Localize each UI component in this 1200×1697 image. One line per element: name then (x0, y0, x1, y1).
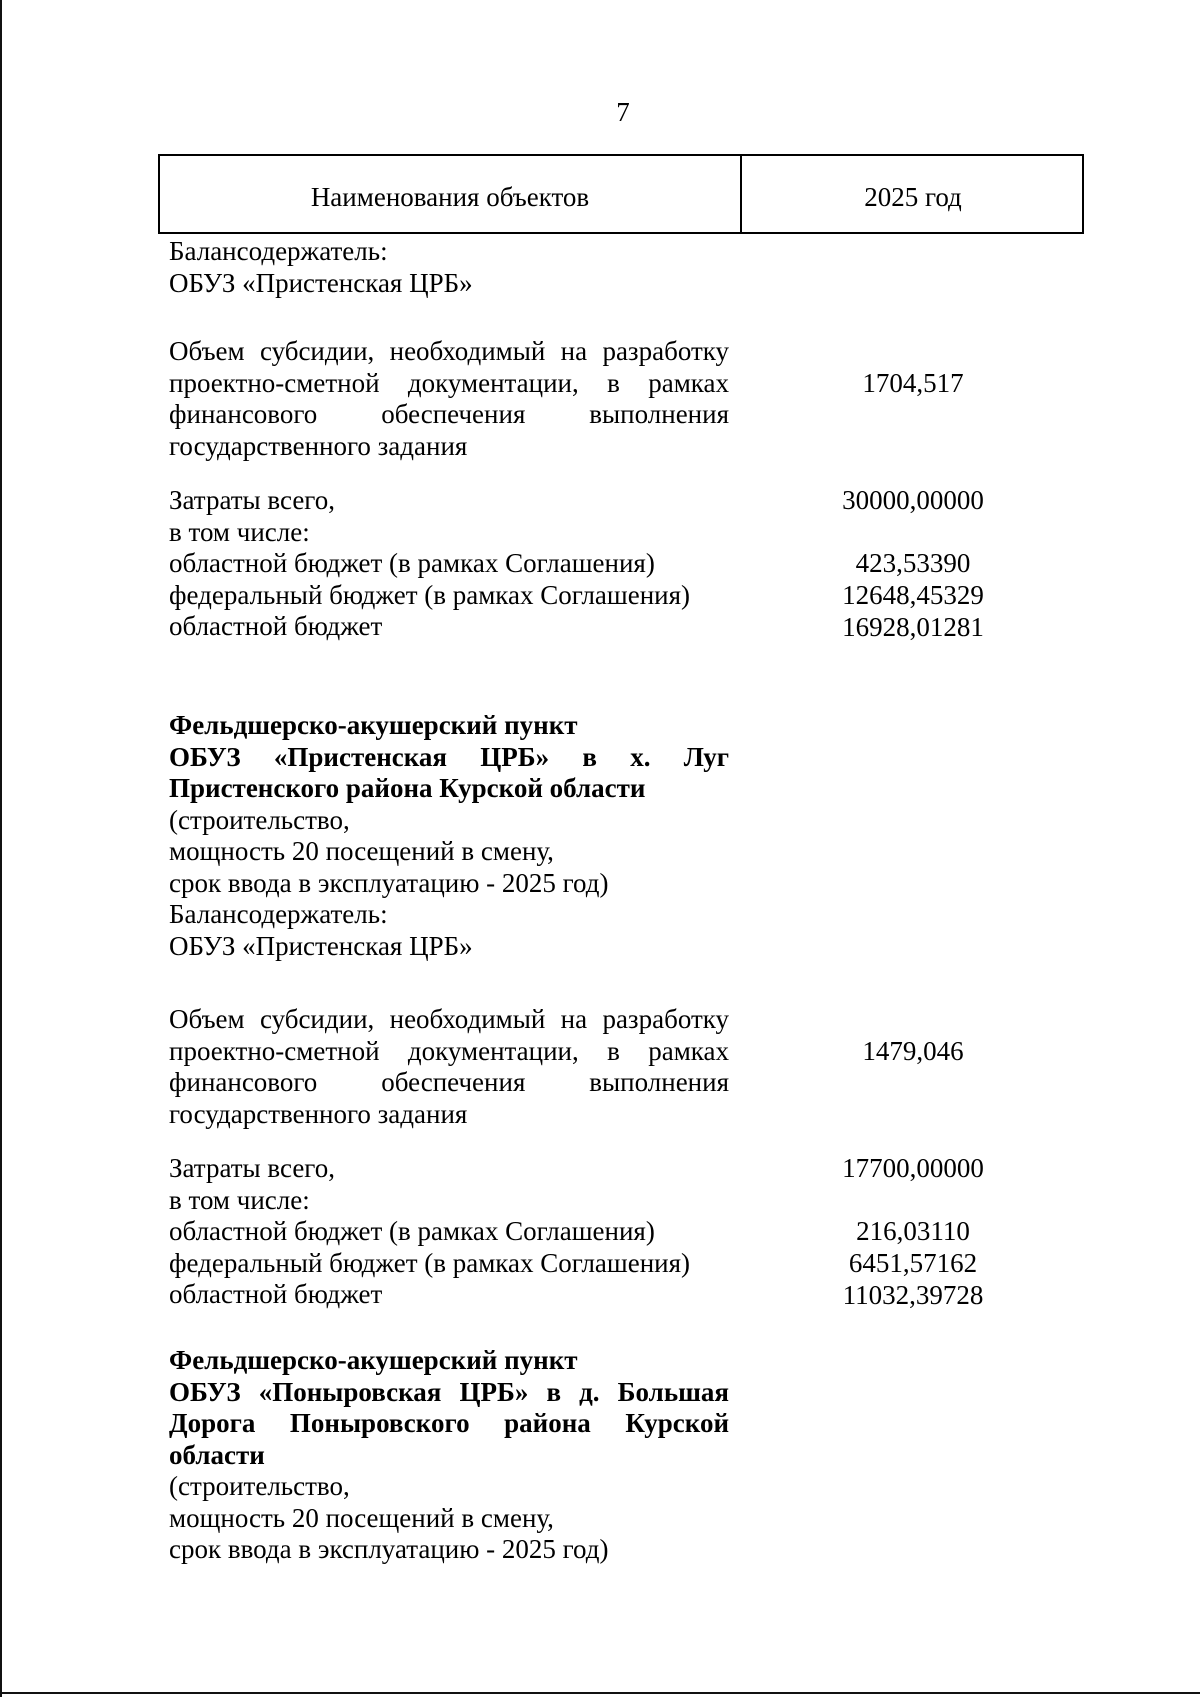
subsidy-line: проектно-сметной документации, в рамках (169, 1035, 729, 1066)
section-a-costs (169, 485, 729, 643)
section-b-subsidy-text (169, 1004, 729, 1130)
subsidy-value: 1479,046 (862, 1036, 964, 1066)
subsidy-line: финансового обеспечения выполнения (169, 1067, 729, 1097)
total-costs-value: 17700,00000 (842, 1153, 984, 1183)
object-detail-line: ОБУЗ «Пристенская ЦРБ» (169, 930, 473, 961)
including-label: в том числе: (169, 1184, 310, 1215)
regional-budget-value: 11032,39728 (842, 1280, 984, 1310)
total-costs-label: Затраты всего, (169, 485, 335, 515)
object-detail-line: мощность 20 посещений в смену, (169, 1502, 554, 1533)
federal-budget-agreement-label: федеральный бюджет (в рамках Соглашения) (169, 1247, 691, 1278)
subsidy-line: Объем субсидии, необходимый на разработку (169, 336, 729, 366)
object-detail-line: (строительство, (169, 1471, 350, 1501)
balance-holder-org: ОБУЗ «Пристенская ЦРБ» (169, 267, 473, 298)
regional-budget-agreement-label: областной бюджет (в рамках Соглашения) (169, 1216, 655, 1246)
section-a-balance-holder (169, 236, 729, 299)
total-costs-label: Затраты всего, (169, 1153, 335, 1183)
federal-budget-agreement-label: федеральный бюджет (в рамках Соглашения) (169, 579, 691, 610)
subsidy-line: государственного задания (169, 1098, 468, 1129)
balance-holder-label: Балансодержатель: (169, 236, 388, 266)
page-number: 7 (616, 97, 630, 127)
subsidy-line: государственного задания (169, 430, 468, 461)
subsidy-value: 1704,517 (862, 368, 964, 398)
federal-budget-agreement-value: 12648,45329 (842, 580, 984, 610)
header-col-year: 2025 год (864, 182, 962, 212)
including-label: в том числе: (169, 516, 310, 547)
object-detail-line: срок ввода в эксплуатацию - 2025 год) (169, 867, 609, 898)
subsidy-line: проектно-сметной документации, в рамках (169, 367, 729, 398)
table-header (158, 154, 1084, 234)
section-b-costs (169, 1153, 729, 1311)
scan-border-bottom (0, 1692, 1200, 1694)
regional-budget-agreement-label: областной бюджет (в рамках Соглашения) (169, 548, 655, 578)
subsidy-line: финансового обеспечения выполнения (169, 399, 729, 429)
object-detail-line: срок ввода в эксплуатацию - 2025 год) (169, 1534, 609, 1564)
regional-budget-label: областной бюджет (169, 1279, 383, 1309)
section-c-object (169, 1345, 729, 1566)
regional-budget-agreement-value: 216,03110 (856, 1216, 970, 1246)
section-b-object (169, 710, 729, 962)
object-title-line: Фельдшерско-акушерский пункт (169, 1345, 578, 1375)
section-a-subsidy-text (169, 336, 729, 462)
object-detail-line: (строительство, (169, 804, 350, 835)
federal-budget-agreement-value: 6451,57162 (848, 1248, 978, 1278)
object-detail-line: Балансодержатель: (169, 899, 388, 929)
object-title-line: ОБУЗ «Пристенская ЦРБ» в х. Луг (169, 741, 729, 772)
object-detail-line: мощность 20 посещений в смену, (169, 836, 554, 866)
total-costs-value: 30000,00000 (842, 485, 984, 515)
object-title-line: Дорога Поныровского района Курской (169, 1408, 729, 1438)
object-title-line: области (169, 1439, 265, 1470)
object-title-line: Фельдшерско-акушерский пункт (169, 710, 578, 740)
regional-budget-agreement-value: 423,53390 (855, 548, 971, 578)
header-col-object-names: Наименования объектов (310, 182, 590, 212)
regional-budget-value: 16928,01281 (842, 612, 984, 642)
regional-budget-label: областной бюджет (169, 611, 383, 641)
object-title-line: ОБУЗ «Поныровская ЦРБ» в д. Большая (169, 1376, 729, 1407)
scan-border-left (0, 0, 2, 1697)
subsidy-line: Объем субсидии, необходимый на разработку (169, 1004, 729, 1034)
object-title-line: Пристенского района Курской области (169, 773, 646, 803)
